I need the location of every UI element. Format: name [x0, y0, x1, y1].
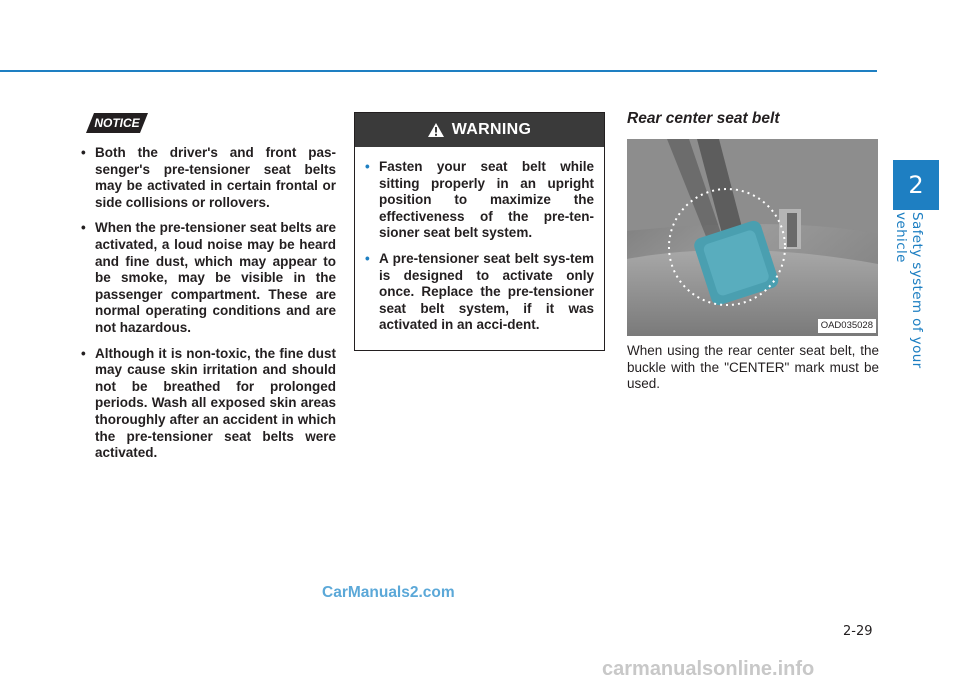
image-code: OAD035028	[818, 319, 876, 333]
header-rule	[0, 70, 877, 72]
rear-center-body: When using the rear center seat belt, the buckle with the "CENTER" mark must be used.	[627, 343, 879, 391]
notice-section	[78, 145, 336, 471]
watermark-link[interactable]: CarManuals2.com	[322, 584, 455, 601]
rear-center-seat-belt-photo	[627, 139, 878, 336]
page-number: 2-29	[843, 624, 873, 639]
notice-list	[78, 145, 336, 462]
warning-box	[354, 112, 605, 351]
notice-item: • Both the driver's and front pas-senger's pre-tensioner seat belts may be activated in certain frontal or side collisions or rollovers.	[78, 145, 336, 211]
warning-item: • A pre-tensioner seat belt sys-tem is designed to activate only once. Replace the pre-tensioner seat belt system, if it was activated in an acci-dent.	[364, 251, 594, 334]
notice-item: • Although it is non-toxic, the fine dust may cause skin irritation and should not be breathed for prolonged periods. Wash all exposed skin areas thoroughly after an accident in which the pre-tensioner seat belts were activated.	[78, 346, 336, 462]
watermark-footer: carmanualsonline.info	[602, 658, 815, 680]
notice-item: • When the pre-tensioner seat belts are activated, a loud noise may be heard and fine dust, which may appear to be smoke, may be visible in the passenger compartment. These are normal operating conditions and are not hazardous.	[78, 220, 336, 336]
warning-title: WARNING	[451, 121, 532, 138]
notice-label: NOTICE	[94, 116, 140, 130]
section-title: Rear center seat belt	[627, 110, 780, 127]
warning-triangle-icon	[428, 123, 444, 137]
warning-header	[355, 113, 604, 147]
seat-belt-illustration	[627, 139, 878, 336]
chapter-number: 2	[908, 171, 924, 199]
warning-list	[355, 147, 604, 334]
warning-item: • Fasten your seat belt while sitting properly in an upright position to maximize the effectiveness of the pre-ten-sioner seat belt system.	[364, 159, 594, 242]
chapter-title: Safety system of your vehicle	[893, 212, 925, 369]
chapter-tab[interactable]	[893, 160, 939, 210]
notice-badge	[86, 113, 148, 133]
